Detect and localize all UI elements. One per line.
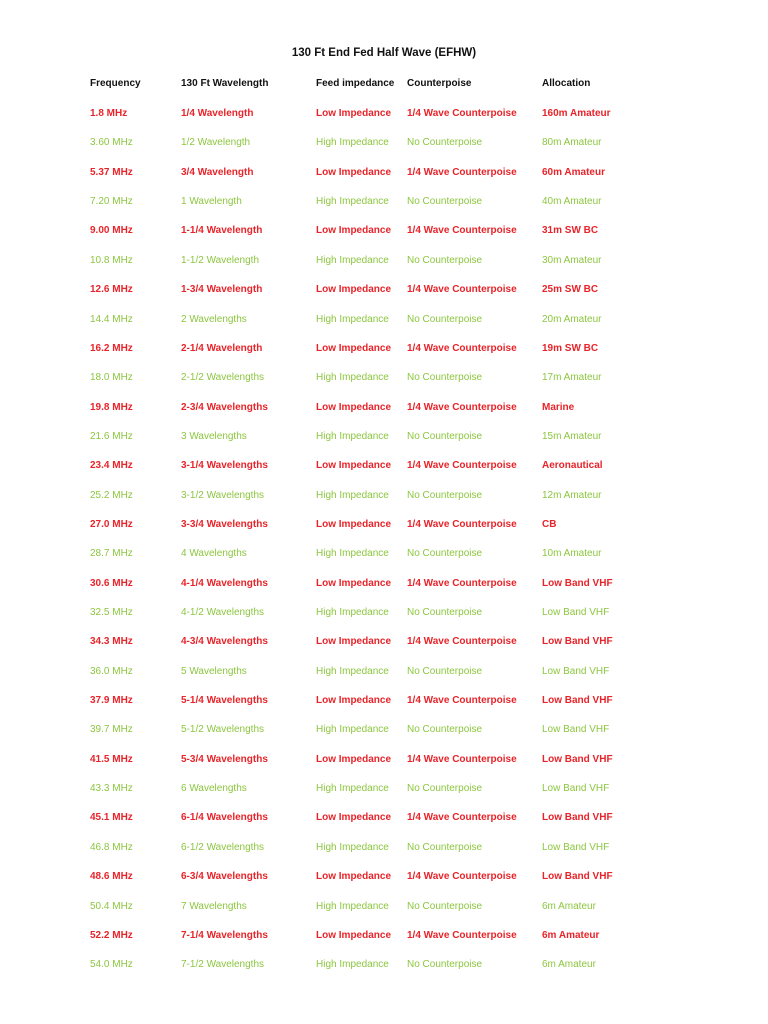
frequency-cell: 3.60 MHz xyxy=(90,137,133,149)
feed-impedance-cell: High Impedance xyxy=(316,313,389,325)
feed-impedance-cell: High Impedance xyxy=(316,665,389,677)
counterpoise-cell: 1/4 Wave Counterpoise xyxy=(407,460,517,472)
table-row xyxy=(0,488,768,504)
wavelength-cell: 4-1/2 Wavelengths xyxy=(181,607,265,618)
header-feed-impedance: Feed impedance xyxy=(316,78,395,89)
wavelength-cell: 3-3/4 Wavelengths xyxy=(181,518,268,530)
allocation-cell: 160m Amateur xyxy=(542,108,611,119)
table-row xyxy=(0,576,768,592)
feed-impedance-cell: Low Impedance xyxy=(316,225,392,237)
counterpoise-cell: No Counterpoise xyxy=(407,372,483,384)
frequency-cell: 10.8 MHz xyxy=(90,254,133,266)
frequency-cell: 52.2 MHz xyxy=(90,929,133,941)
wavelength-cell: 2-1/2 Wavelengths xyxy=(181,372,265,384)
feed-impedance-cell: High Impedance xyxy=(316,783,389,795)
allocation-cell: Low Band VHF xyxy=(542,812,613,824)
header-counterpoise: Counterpoise xyxy=(407,78,472,89)
frequency-cell: 12.6 MHz xyxy=(90,284,133,296)
wavelength-cell: 2 Wavelengths xyxy=(181,313,247,325)
allocation-cell: Low Band VHF xyxy=(542,783,610,795)
wavelength-cell: 6-1/2 Wavelengths xyxy=(181,841,265,853)
allocation-cell: 31m SW BC xyxy=(542,225,599,237)
allocation-cell: 40m Amateur xyxy=(542,196,602,208)
table-row xyxy=(0,546,768,562)
frequency-cell: 16.2 MHz xyxy=(90,342,133,354)
table-row xyxy=(0,370,768,386)
feed-impedance-cell: High Impedance xyxy=(316,900,389,912)
table-row xyxy=(0,928,768,944)
counterpoise-cell: No Counterpoise xyxy=(407,313,483,325)
wavelength-cell: 3 Wavelengths xyxy=(181,430,247,442)
counterpoise-cell: No Counterpoise xyxy=(407,430,483,442)
counterpoise-cell: 1/4 Wave Counterpoise xyxy=(407,166,517,178)
allocation-cell: Low Band VHF xyxy=(542,753,613,765)
wavelength-cell: 5-1/4 Wavelengths xyxy=(181,695,268,706)
allocation-cell: 20m Amateur xyxy=(542,313,602,325)
table-row xyxy=(0,781,768,797)
allocation-cell: Low Band VHF xyxy=(542,607,610,618)
feed-impedance-cell: High Impedance xyxy=(316,254,389,266)
frequency-cell: 43.3 MHz xyxy=(90,783,133,795)
counterpoise-cell: No Counterpoise xyxy=(407,959,483,971)
counterpoise-cell: No Counterpoise xyxy=(407,724,483,736)
frequency-cell: 21.6 MHz xyxy=(90,430,133,442)
counterpoise-cell: No Counterpoise xyxy=(407,841,483,853)
allocation-cell: 25m SW BC xyxy=(542,284,599,296)
feed-impedance-cell: Low Impedance xyxy=(316,871,392,883)
feed-impedance-cell: High Impedance xyxy=(316,430,389,442)
wavelength-cell: 5 Wavelengths xyxy=(181,665,247,677)
wavelength-cell: 7-1/4 Wavelengths xyxy=(181,929,268,941)
wavelength-cell: 5-3/4 Wavelengths xyxy=(181,753,268,765)
wavelength-cell: 1/2 Wavelength xyxy=(181,137,251,149)
frequency-cell: 7.20 MHz xyxy=(90,196,133,208)
counterpoise-cell: 1/4 Wave Counterpoise xyxy=(407,695,517,706)
feed-impedance-cell: Low Impedance xyxy=(316,401,392,413)
frequency-cell: 25.2 MHz xyxy=(90,489,133,501)
frequency-cell: 39.7 MHz xyxy=(90,724,133,736)
frequency-cell: 46.8 MHz xyxy=(90,841,133,853)
table-row xyxy=(0,282,768,298)
frequency-cell: 5.37 MHz xyxy=(90,166,133,178)
feed-impedance-cell: Low Impedance xyxy=(316,753,392,765)
table-row xyxy=(0,253,768,269)
feed-impedance-cell: High Impedance xyxy=(316,607,389,618)
header-allocation: Allocation xyxy=(542,78,591,89)
wavelength-cell: 1/4 Wavelength xyxy=(181,108,254,119)
wavelength-cell: 2-3/4 Wavelengths xyxy=(181,401,268,413)
feed-impedance-cell: Low Impedance xyxy=(316,577,392,589)
feed-impedance-cell: Low Impedance xyxy=(316,284,392,296)
wavelength-cell: 4-3/4 Wavelengths xyxy=(181,636,268,648)
frequency-cell: 19.8 MHz xyxy=(90,401,133,413)
counterpoise-cell: 1/4 Wave Counterpoise xyxy=(407,108,517,119)
frequency-cell: 30.6 MHz xyxy=(90,577,133,589)
frequency-cell: 36.0 MHz xyxy=(90,665,133,677)
table-row xyxy=(0,165,768,181)
page-title: 130 Ft End Fed Half Wave (EFHW) xyxy=(291,47,477,59)
table-row xyxy=(0,517,768,533)
table-row xyxy=(0,634,768,650)
feed-impedance-cell: Low Impedance xyxy=(316,518,392,530)
table-row xyxy=(0,106,768,122)
feed-impedance-cell: Low Impedance xyxy=(316,695,392,706)
table-row xyxy=(0,840,768,856)
wavelength-cell: 1-1/4 Wavelength xyxy=(181,225,263,237)
counterpoise-cell: No Counterpoise xyxy=(407,607,483,618)
frequency-cell: 34.3 MHz xyxy=(90,636,133,648)
allocation-cell: Aeronautical xyxy=(542,460,603,472)
table-row xyxy=(0,693,768,709)
counterpoise-cell: 1/4 Wave Counterpoise xyxy=(407,929,517,941)
wavelength-cell: 1-3/4 Wavelength xyxy=(181,284,263,296)
counterpoise-cell: 1/4 Wave Counterpoise xyxy=(407,401,517,413)
frequency-cell: 28.7 MHz xyxy=(90,548,133,560)
feed-impedance-cell: High Impedance xyxy=(316,959,389,971)
allocation-cell: Low Band VHF xyxy=(542,871,613,883)
allocation-cell: 60m Amateur xyxy=(542,166,605,178)
allocation-cell: 6m Amateur xyxy=(542,900,596,912)
frequency-cell: 23.4 MHz xyxy=(90,460,133,472)
wavelength-cell: 2-1/4 Wavelength xyxy=(181,342,263,354)
counterpoise-cell: 1/4 Wave Counterpoise xyxy=(407,342,517,354)
feed-impedance-cell: High Impedance xyxy=(316,724,389,736)
feed-impedance-cell: Low Impedance xyxy=(316,929,392,941)
feed-impedance-cell: Low Impedance xyxy=(316,108,392,119)
feed-impedance-cell: Low Impedance xyxy=(316,342,392,354)
counterpoise-cell: 1/4 Wave Counterpoise xyxy=(407,636,517,648)
counterpoise-cell: No Counterpoise xyxy=(407,548,483,560)
table-row xyxy=(0,400,768,416)
counterpoise-cell: No Counterpoise xyxy=(407,196,483,208)
frequency-cell: 48.6 MHz xyxy=(90,871,133,883)
counterpoise-cell: No Counterpoise xyxy=(407,489,483,501)
header-wavelength: 130 Ft Wavelength xyxy=(181,78,269,89)
counterpoise-cell: 1/4 Wave Counterpoise xyxy=(407,577,517,589)
allocation-cell: Low Band VHF xyxy=(542,577,613,589)
wavelength-cell: 7-1/2 Wavelengths xyxy=(181,959,265,971)
counterpoise-cell: No Counterpoise xyxy=(407,137,483,149)
feed-impedance-cell: High Impedance xyxy=(316,548,389,560)
allocation-cell: 17m Amateur xyxy=(542,372,602,384)
table-row xyxy=(0,135,768,151)
table-row xyxy=(0,664,768,680)
feed-impedance-cell: High Impedance xyxy=(316,489,389,501)
table-row xyxy=(0,869,768,885)
allocation-cell: 30m Amateur xyxy=(542,254,602,266)
wavelength-cell: 4-1/4 Wavelengths xyxy=(181,577,268,589)
frequency-cell: 41.5 MHz xyxy=(90,753,133,765)
table-row xyxy=(0,223,768,239)
wavelength-cell: 6-3/4 Wavelengths xyxy=(181,871,268,883)
allocation-cell: 80m Amateur xyxy=(542,137,602,149)
wavelength-cell: 3/4 Wavelength xyxy=(181,166,254,178)
wavelength-cell: 6 Wavelengths xyxy=(181,783,247,795)
counterpoise-cell: 1/4 Wave Counterpoise xyxy=(407,871,517,883)
feed-impedance-cell: High Impedance xyxy=(316,841,389,853)
table-row xyxy=(0,312,768,328)
frequency-cell: 27.0 MHz xyxy=(90,518,133,530)
allocation-cell: 6m Amateur xyxy=(542,959,596,971)
header-frequency: Frequency xyxy=(90,78,141,89)
allocation-cell: Low Band VHF xyxy=(542,636,613,648)
frequency-cell: 32.5 MHz xyxy=(90,607,133,618)
frequency-cell: 45.1 MHz xyxy=(90,812,133,824)
counterpoise-cell: 1/4 Wave Counterpoise xyxy=(407,753,517,765)
wavelength-cell: 3-1/2 Wavelengths xyxy=(181,489,265,501)
feed-impedance-cell: High Impedance xyxy=(316,137,389,149)
wavelength-cell: 5-1/2 Wavelengths xyxy=(181,724,265,736)
feed-impedance-cell: Low Impedance xyxy=(316,636,392,648)
frequency-cell: 54.0 MHz xyxy=(90,959,133,971)
table-row xyxy=(0,722,768,738)
counterpoise-cell: No Counterpoise xyxy=(407,665,483,677)
frequency-cell: 9.00 MHz xyxy=(90,225,133,237)
table-row xyxy=(0,752,768,768)
allocation-cell: 19m SW BC xyxy=(542,342,599,354)
table-row xyxy=(0,899,768,915)
frequency-cell: 14.4 MHz xyxy=(90,313,133,325)
wavelength-cell: 7 Wavelengths xyxy=(181,900,247,912)
counterpoise-cell: No Counterpoise xyxy=(407,254,483,266)
table-row xyxy=(0,194,768,210)
counterpoise-cell: 1/4 Wave Counterpoise xyxy=(407,284,517,296)
frequency-cell: 1.8 MHz xyxy=(90,108,128,119)
table-row xyxy=(0,458,768,474)
allocation-cell: 6m Amateur xyxy=(542,929,600,941)
frequency-cell: 18.0 MHz xyxy=(90,372,133,384)
wavelength-cell: 1 Wavelength xyxy=(181,196,242,208)
counterpoise-cell: 1/4 Wave Counterpoise xyxy=(407,812,517,824)
allocation-cell: Low Band VHF xyxy=(542,724,610,736)
allocation-cell: Marine xyxy=(542,401,575,413)
counterpoise-cell: 1/4 Wave Counterpoise xyxy=(407,225,517,237)
allocation-cell: 15m Amateur xyxy=(542,430,602,442)
feed-impedance-cell: High Impedance xyxy=(316,372,389,384)
feed-impedance-cell: Low Impedance xyxy=(316,812,392,824)
counterpoise-cell: 1/4 Wave Counterpoise xyxy=(407,518,517,530)
wavelength-cell: 3-1/4 Wavelengths xyxy=(181,460,268,472)
allocation-cell: CB xyxy=(542,518,557,530)
wavelength-cell: 4 Wavelengths xyxy=(181,548,247,560)
allocation-cell: Low Band VHF xyxy=(542,841,610,853)
counterpoise-cell: No Counterpoise xyxy=(407,783,483,795)
table-row xyxy=(0,429,768,445)
feed-impedance-cell: Low Impedance xyxy=(316,460,392,472)
wavelength-cell: 1-1/2 Wavelength xyxy=(181,254,260,266)
feed-impedance-cell: Low Impedance xyxy=(316,166,392,178)
allocation-cell: 12m Amateur xyxy=(542,489,602,501)
frequency-cell: 37.9 MHz xyxy=(90,695,133,706)
allocation-cell: 10m Amateur xyxy=(542,548,602,560)
wavelength-cell: 6-1/4 Wavelengths xyxy=(181,812,268,824)
allocation-cell: Low Band VHF xyxy=(542,695,613,706)
table-row xyxy=(0,810,768,826)
table-row xyxy=(0,341,768,357)
table-row xyxy=(0,605,768,621)
frequency-cell: 50.4 MHz xyxy=(90,900,133,912)
table-row xyxy=(0,957,768,973)
allocation-cell: Low Band VHF xyxy=(542,665,610,677)
feed-impedance-cell: High Impedance xyxy=(316,196,389,208)
counterpoise-cell: No Counterpoise xyxy=(407,900,483,912)
table-header xyxy=(0,76,768,92)
